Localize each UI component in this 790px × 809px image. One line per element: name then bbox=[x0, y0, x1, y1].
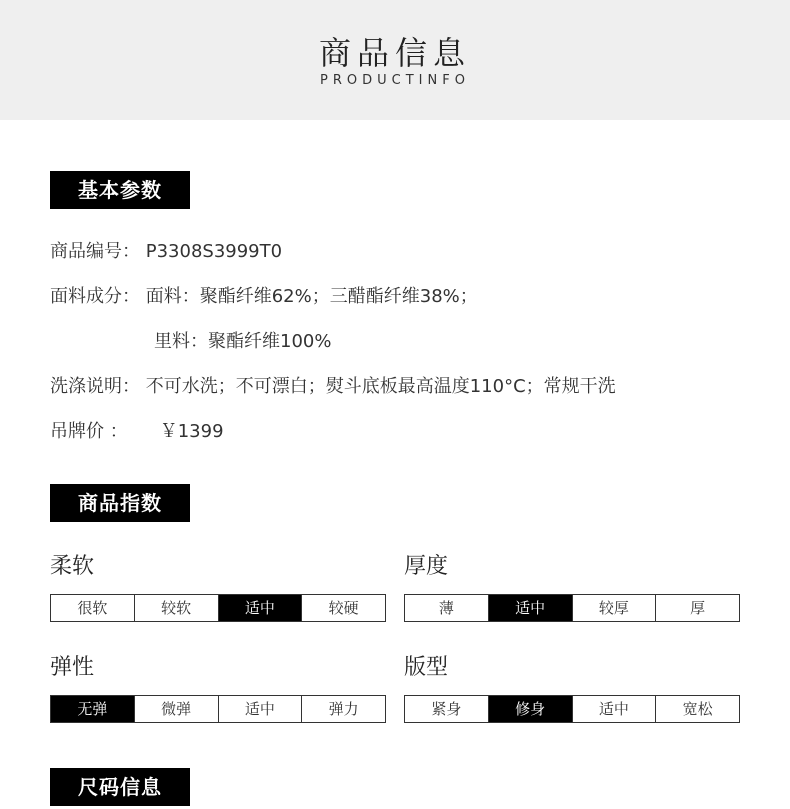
param-value: 里料：聚酯纤维100% bbox=[154, 331, 332, 352]
page-title: 商品信息 bbox=[318, 34, 471, 72]
param-label: 吊牌价 ： bbox=[50, 421, 128, 442]
param-value: 面料：聚酯纤维62%；三醋酯纤维38%； bbox=[145, 286, 478, 307]
param-lining bbox=[154, 327, 331, 353]
param-value: 不可水洗；不可漂白；熨斗底板最高温度110°C；常规干洗 bbox=[145, 376, 616, 397]
scale-option: 较软 bbox=[135, 595, 219, 621]
section-heading-basic-params: 基本参数 bbox=[50, 171, 190, 209]
param-price bbox=[50, 417, 224, 443]
index-title-softness: 柔软 bbox=[50, 554, 95, 579]
section-heading-size-info: 尺码信息 bbox=[50, 768, 190, 806]
param-washing bbox=[50, 372, 616, 398]
param-value: ￥1399 bbox=[159, 421, 224, 442]
index-title-thickness: 厚度 bbox=[404, 554, 449, 579]
scale-option: 适中 bbox=[489, 595, 573, 621]
scale-option: 宽松 bbox=[656, 696, 739, 722]
scale-option: 适中 bbox=[219, 595, 303, 621]
scale-option: 微弹 bbox=[135, 696, 219, 722]
index-scale-thickness bbox=[404, 594, 740, 622]
index-scale-elasticity bbox=[50, 695, 386, 723]
scale-option: 修身 bbox=[489, 696, 573, 722]
index-title-fit: 版型 bbox=[404, 655, 449, 680]
index-scale-softness bbox=[50, 594, 386, 622]
scale-option: 适中 bbox=[219, 696, 303, 722]
param-label: 洗涤说明： bbox=[50, 376, 140, 397]
scale-option: 较硬 bbox=[302, 595, 385, 621]
scale-option: 很软 bbox=[51, 595, 135, 621]
param-fabric bbox=[50, 282, 478, 308]
scale-option: 较厚 bbox=[573, 595, 657, 621]
param-value: P3308S3999T0 bbox=[145, 241, 283, 262]
scale-option: 厚 bbox=[656, 595, 739, 621]
index-title-elasticity: 弹性 bbox=[50, 655, 95, 680]
scale-option: 无弹 bbox=[51, 696, 135, 722]
section-heading-product-index: 商品指数 bbox=[50, 484, 190, 522]
index-scale-fit bbox=[404, 695, 740, 723]
param-label: 面料成分： bbox=[50, 286, 140, 307]
page-subtitle: PRODUCTINFO bbox=[320, 73, 470, 88]
page-header bbox=[0, 0, 790, 120]
scale-option: 弹力 bbox=[302, 696, 385, 722]
scale-option: 紧身 bbox=[405, 696, 489, 722]
scale-option: 适中 bbox=[573, 696, 657, 722]
param-product-code bbox=[50, 237, 282, 263]
scale-option: 薄 bbox=[405, 595, 489, 621]
param-label: 商品编号： bbox=[50, 241, 140, 262]
